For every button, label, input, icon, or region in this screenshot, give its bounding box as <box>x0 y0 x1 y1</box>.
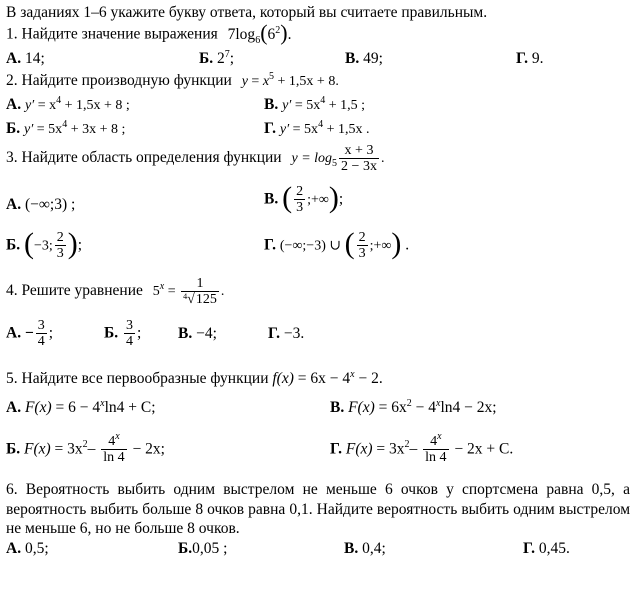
q2-answer-b[interactable]: Б. $y' = 5x^4 + 3x + 8$ ; <box>6 119 126 137</box>
test-page <box>6 0 636 598</box>
question-1 <box>6 20 292 46</box>
question-3-function: $y = \log_5$ $\frac{x + 3}{2 - 3x}$ . <box>291 143 385 175</box>
question-4-text: 4. Решите уравнение <box>6 282 143 300</box>
question-6: 6. Вероятность выбить одним выстрелом не меньше 6 очков у спортсмена равна 0,5, а вероятность выбить больше 8 очков равна 0,1. Найдите вероятность выбить одним выстрелом не меньше 6, но не больше 8 очков. <box>6 481 630 537</box>
q1-answer-b[interactable]: Б. $2^7$; <box>199 49 235 67</box>
q4-answer-c[interactable]: В. −4; <box>178 325 217 342</box>
q5-answer-b[interactable]: Б. $F(x) = 3x^2-$ $\frac{4^x}{\ln 4}$ − 2x; <box>6 431 165 466</box>
q1-answer-c[interactable]: В. 49; <box>345 50 383 67</box>
instructions: В заданиях 1–6 укажите букву ответа, который вы считаете правильным. <box>6 4 488 21</box>
question-3-text: 3. Найдите область определения функции <box>6 149 282 167</box>
question-4 <box>6 276 224 308</box>
question-2-function: $y = x^5 + 1,5x + 8$. <box>241 71 339 89</box>
q3-answer-d[interactable]: Г. (−∞;−3) ∪ ( $\frac{2}{3}$ ;+∞) . <box>264 226 410 262</box>
q6-answer-c[interactable]: В. 0,4; <box>344 540 386 557</box>
q1-answer-a[interactable]: А. 14; <box>6 50 45 67</box>
q6-answer-d[interactable]: Г. 0,45. <box>523 540 570 557</box>
q4-answer-a[interactable]: А. − $\frac{3}{4}$ ; <box>6 318 54 350</box>
q2-answer-d[interactable]: Г. $y' = 5x^4 + 1,5x$ . <box>264 119 370 137</box>
q5-answer-d[interactable]: Г. $F(x) = 3x^2-$ $\frac{4^x}{\ln 4}$ − 2x + C. <box>330 431 514 466</box>
q4-answer-d[interactable]: Г. −3. <box>268 325 305 342</box>
q6-answer-a[interactable]: А. 0,5; <box>6 540 49 557</box>
q3-answer-a[interactable]: А. (−∞;3) ; <box>6 196 76 213</box>
q6-answer-b[interactable]: Б.0,05 ; <box>178 540 228 557</box>
question-2-text: 2. Найдите производную функции <box>6 72 232 89</box>
question-1-expression: $7\log_6(6^2)$. <box>227 20 292 46</box>
question-2 <box>6 72 339 90</box>
q1-answer-d[interactable]: Г. 9. <box>516 50 544 67</box>
q2-answer-a[interactable]: А. $y' = x^4 + 1,5x + 8$ ; <box>6 95 130 113</box>
q5-answer-a[interactable]: А. $F(x) = 6 - 4^x\ln 4 + C$; <box>6 398 156 416</box>
question-4-equation: $5^x$ = $\frac{1}{^4√125}$ . <box>152 276 225 308</box>
q3-answer-b[interactable]: Б. (−3; $\frac{2}{3}$ ); <box>6 226 83 262</box>
q4-answer-b[interactable]: Б. $\frac{3}{4}$ ; <box>104 318 142 350</box>
q3-answer-c[interactable]: В. ( $\frac{2}{3}$ ;+∞); <box>264 180 344 216</box>
question-3 <box>6 143 384 175</box>
question-1-text: 1. Найдите значение выражения <box>6 25 218 43</box>
question-5: 5. Найдите все первообразные функции $f(x) = 6x - 4^x - 2$. <box>6 369 383 387</box>
q2-answer-c[interactable]: В. $y' = 5x^4 + 1,5$ ; <box>264 95 366 113</box>
q5-answer-c[interactable]: В. $F(x) = 6x^2 - 4^x\ln 4 - 2x$; <box>330 398 497 416</box>
